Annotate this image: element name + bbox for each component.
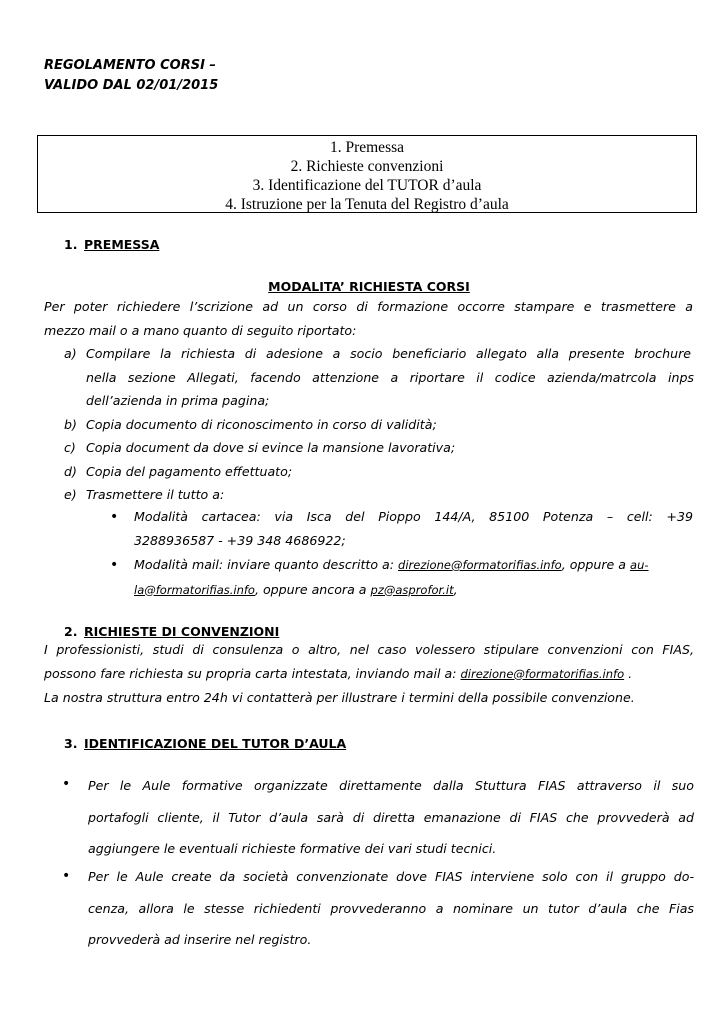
sub-bullet-email: Modalità mail: inviare quanto descritto a: direzione@formatorifias.info, oppure a au- la@formatorifias.info, oppure ancora a pz@asprofor.it,: [134, 557, 649, 597]
list-marker: a): [64, 346, 77, 361]
section-title: IDENTIFICAZIONE DEL TUTOR D’AULA: [84, 736, 347, 751]
requirements-list: [64, 342, 694, 507]
list-item: b) Copia documento di riconoscimento in corso di validità;: [64, 413, 694, 437]
email-link[interactable]: direzione@formatorifias.info: [398, 558, 562, 572]
section-2-body: I professionisti, studi di consulenza o altro, nel caso volessero stipulare convenzioni con FIAS, possono fare richiesta su propria carta intestata, inviando mail a: direzione@formatorifias.info . La nostra struttura entro 24h vi contatterà per illustrare i termini della possibile convenzione.: [44, 642, 694, 705]
email-link[interactable]: direzione@formatorifias.info: [460, 666, 625, 681]
list-item: c) Copia document da dove si evince la mansione lavorativa;: [64, 436, 694, 460]
email-link[interactable]: pz@asprofor.it: [370, 582, 454, 597]
toc-item: 2. Richieste convenzioni: [290, 158, 444, 175]
section-3-heading: [64, 736, 346, 751]
section-title: RICHIESTE DI CONVENZIONI: [84, 624, 280, 639]
toc-item: 4. Istruzione per la Tenuta del Registro d’aula: [225, 196, 509, 213]
bullet-icon: •: [62, 776, 71, 792]
bullet-icon: •: [110, 509, 119, 525]
list-marker: c): [64, 440, 76, 455]
section-title: PREMESSA: [84, 237, 160, 252]
list-marker: e): [64, 487, 77, 502]
list-item: d) Copia del pagamento effettuato;: [64, 460, 694, 484]
bullet-icon: •: [110, 557, 119, 573]
tutor-bullet-1: Per le Aule formative organizzate direttamente dalla Stuttura FIAS attraverso il suo portafogli cliente, il Tutor d’aula sarà di diretta emanazione di FIAS che provvederà ad aggiungere le eventuali richieste formative dei vari studi tecnici.: [88, 778, 694, 856]
sub-bullet-postal: Modalità cartacea: via Isca del Pioppo 144/A, 85100 Potenza – cell: +39 3288936587 - +39 348 4686922;: [134, 509, 693, 548]
list-item: a) Compilare la richiesta di adesione a socio beneficiario allegato alla presente brochure nella sezione Allegati, facendo attenzione a riportare il codice azienda/matrcola inps dell’azienda in prima pagina;: [64, 342, 694, 413]
list-item: e) Trasmettere il tutto a:: [64, 483, 694, 507]
intro-line: Per poter richiedere l’scrizione ad un corso di formazione occorre stampare e trasmettere a: [44, 299, 693, 314]
email-link[interactable]: la@formatorifias.info: [134, 582, 255, 597]
toc-item: 1. Premessa: [329, 139, 405, 156]
list-marker: b): [64, 416, 77, 432]
section-number: 3.: [64, 736, 78, 751]
list-marker: d): [64, 463, 77, 479]
header-validity: VALIDO DAL 02/01/2015: [44, 78, 219, 93]
section-number: 2.: [64, 624, 78, 639]
section-number: 1.: [64, 237, 78, 252]
tutor-bullet-2: Per le Aule create da società convenzionate dove FIAS interviene solo con il gruppo do- cenza, allora le stesse richiedenti provvederanno a nominare un tutor d’aula che Fias provvederà ad inserire nel registro.: [88, 869, 694, 947]
section-1-heading: [64, 237, 159, 252]
section-1-intro: [44, 295, 693, 342]
intro-line: mezzo mail o a mano quanto di seguito riportato:: [44, 322, 357, 338]
header-title: REGOLAMENTO CORSI –: [44, 58, 216, 73]
section-2-heading: [64, 624, 279, 639]
section-1-subtitle: MODALITA’ RICHIESTA CORSI: [268, 279, 470, 294]
document-header: [44, 56, 218, 96]
bullet-icon: •: [62, 868, 71, 884]
table-of-contents: [37, 135, 697, 213]
toc-item: 3. Identificazione del TUTOR d’aula: [252, 177, 482, 194]
email-link[interactable]: au-: [630, 558, 649, 572]
